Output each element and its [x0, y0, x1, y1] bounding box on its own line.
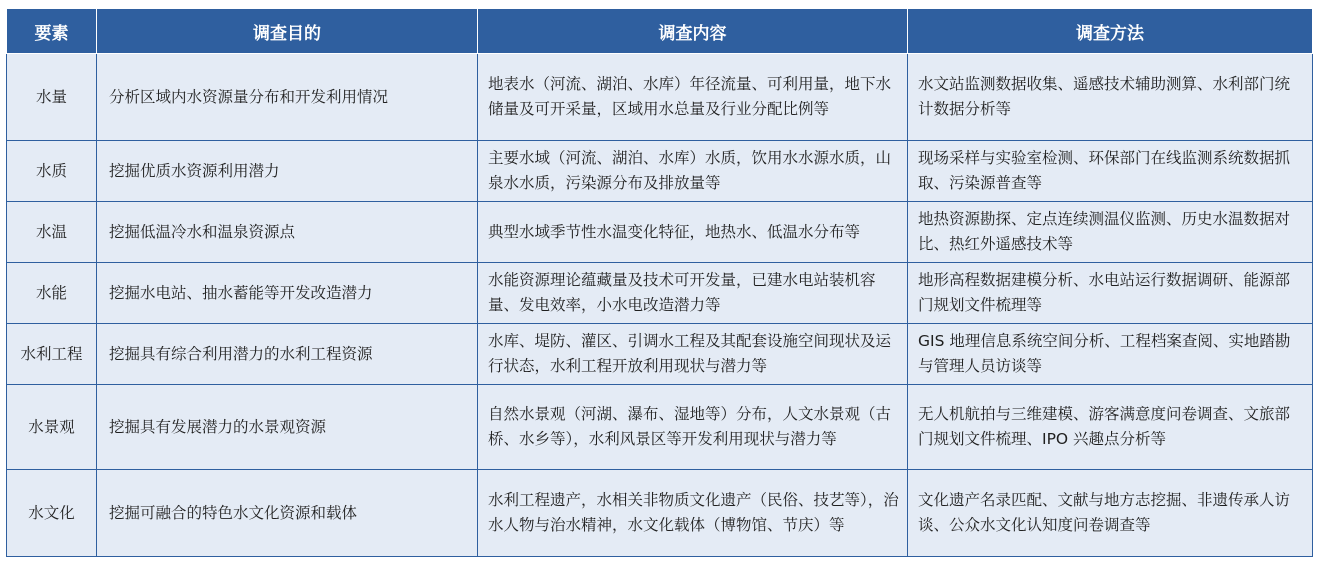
table-row — [7, 324, 1313, 385]
element-cell: 水量 — [7, 54, 97, 141]
purpose-cell: 挖掘具有综合利用潜力的水利工程资源 — [97, 324, 478, 385]
content-cell: 自然水景观（河湖、瀑布、湿地等）分布，人文水景观（古桥、水乡等），水利风景区等开发利用现状与潜力等 — [478, 385, 908, 470]
method-cell: 文化遗产名录匹配、文献与地方志挖掘、非遗传承人访谈、公众水文化认知度问卷调查等 — [908, 470, 1313, 557]
purpose-cell: 挖掘优质水资源利用潜力 — [97, 141, 478, 202]
table-row — [7, 202, 1313, 263]
header-row — [7, 9, 1313, 54]
purpose-cell: 挖掘具有发展潜力的水景观资源 — [97, 385, 478, 470]
method-cell: 水文站监测数据收集、遥感技术辅助测算、水利部门统计数据分析等 — [908, 54, 1313, 141]
header-method: 调查方法 — [908, 9, 1313, 54]
method-cell: 无人机航拍与三维建模、游客满意度问卷调查、文旅部门规划文件梳理、IPO 兴趣点分析等 — [908, 385, 1313, 470]
table-header — [7, 9, 1313, 54]
content-cell: 水库、堤防、灌区、引调水工程及其配套设施空间现状及运行状态，水利工程开放利用现状与潜力等 — [478, 324, 908, 385]
purpose-cell: 挖掘低温冷水和温泉资源点 — [97, 202, 478, 263]
table-body — [7, 54, 1313, 557]
table-row — [7, 385, 1313, 470]
purpose-cell: 挖掘可融合的特色水文化资源和载体 — [97, 470, 478, 557]
element-cell: 水利工程 — [7, 324, 97, 385]
content-cell: 水能资源理论蕴藏量及技术可开发量，已建水电站装机容量、发电效率，小水电改造潜力等 — [478, 263, 908, 324]
method-cell: 地形高程数据建模分析、水电站运行数据调研、能源部门规划文件梳理等 — [908, 263, 1313, 324]
method-cell: 现场采样与实验室检测、环保部门在线监测系统数据抓取、污染源普查等 — [908, 141, 1313, 202]
content-cell: 水利工程遗产，水相关非物质文化遗产（民俗、技艺等），治水人物与治水精神，水文化载体（博物馆、节庆）等 — [478, 470, 908, 557]
element-cell: 水能 — [7, 263, 97, 324]
content-cell: 主要水域（河流、湖泊、水库）水质，饮用水水源水质，山泉水水质，污染源分布及排放量等 — [478, 141, 908, 202]
purpose-cell: 分析区域内水资源量分布和开发利用情况 — [97, 54, 478, 141]
element-cell: 水文化 — [7, 470, 97, 557]
table-row — [7, 54, 1313, 141]
method-cell: 地热资源勘探、定点连续测温仪监测、历史水温数据对比、热红外遥感技术等 — [908, 202, 1313, 263]
survey-table — [6, 8, 1313, 557]
table-row — [7, 263, 1313, 324]
content-cell: 地表水（河流、湖泊、水库）年径流量、可利用量，地下水储量及可开采量，区域用水总量及行业分配比例等 — [478, 54, 908, 141]
purpose-cell: 挖掘水电站、抽水蓄能等开发改造潜力 — [97, 263, 478, 324]
header-element: 要素 — [7, 9, 97, 54]
table-row — [7, 141, 1313, 202]
element-cell: 水景观 — [7, 385, 97, 470]
table-row — [7, 470, 1313, 557]
method-cell: GIS 地理信息系统空间分析、工程档案查阅、实地踏勘与管理人员访谈等 — [908, 324, 1313, 385]
header-purpose: 调查目的 — [97, 9, 478, 54]
element-cell: 水质 — [7, 141, 97, 202]
content-cell: 典型水域季节性水温变化特征，地热水、低温水分布等 — [478, 202, 908, 263]
header-content: 调查内容 — [478, 9, 908, 54]
element-cell: 水温 — [7, 202, 97, 263]
